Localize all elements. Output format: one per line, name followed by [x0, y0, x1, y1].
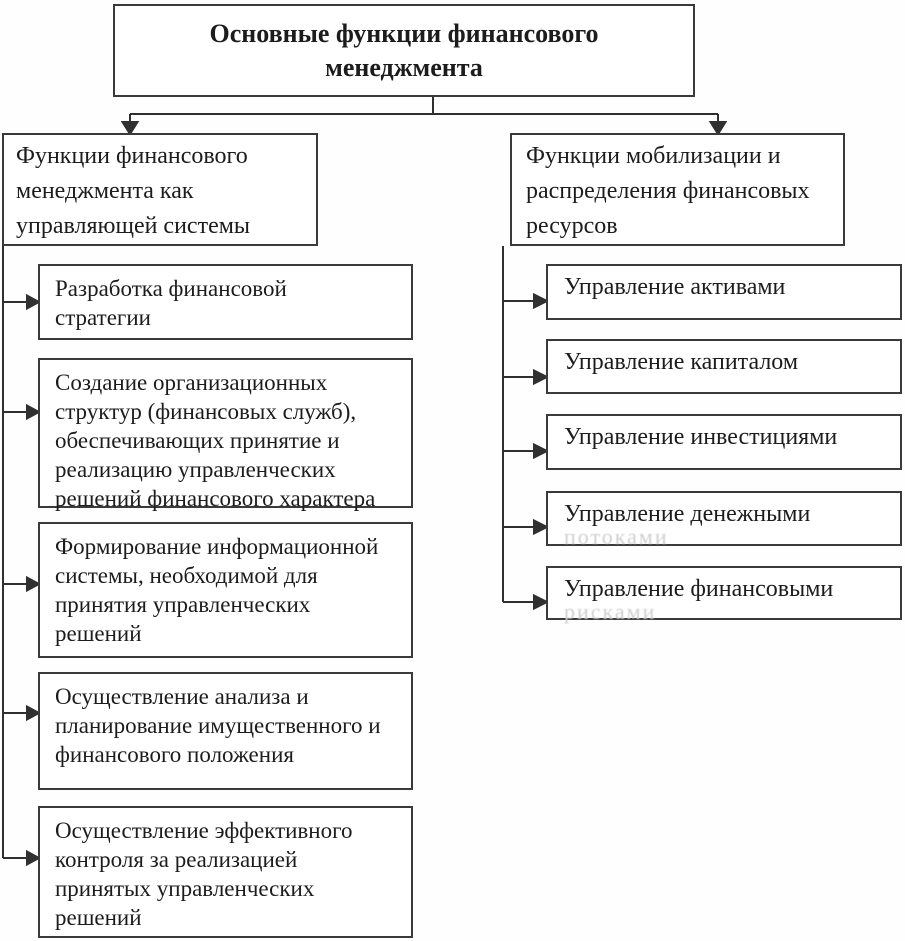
right-item-label-5: Управление финансовыми [564, 576, 834, 602]
left-item-label-2: Создание организационных структур (финансовых служб), обеспечивающих принятие и реализацию управленческих решений финансового характера [55, 370, 376, 511]
left-branch-header-label: Функции финансового менеджмента как управляющей системы [16, 143, 251, 239]
left-item-box-4 [38, 672, 413, 790]
right-item-box-4 [546, 491, 902, 549]
right-branch-header-box [510, 133, 845, 246]
right-item-faded-label-4: потоками [564, 524, 669, 549]
right-item-box-3 [546, 414, 902, 470]
right-item-label-3: Управление инвестициями [564, 424, 838, 450]
right-branch-header-label: Функции мобилизации и распределения финансовых ресурсов [526, 143, 810, 239]
right-item-label-4: Управление денежными [564, 501, 811, 527]
left-item-box-5 [38, 806, 413, 938]
right-item-box-5 [546, 566, 902, 624]
left-item-box-1 [38, 264, 413, 340]
left-item-box-2 [38, 358, 413, 511]
left-item-label-5: Осуществление эффективного контроля за реализацией принятых управленческих решений [55, 818, 353, 930]
left-item-label-1: Разработка финансовой стратегии [55, 276, 287, 330]
left-item-box-3 [38, 522, 413, 658]
diagram-title: Основные функции финансового менеджмента [209, 18, 599, 82]
left-item-label-3: Формирование информационной системы, необходимой для принятия управленческих решений [55, 534, 379, 646]
right-item-box-2 [546, 339, 902, 394]
right-item-label-2: Управление капиталом [564, 349, 799, 375]
right-item-faded-label-5: рисками [564, 599, 657, 624]
left-branch-header-box [2, 133, 318, 246]
right-item-box-1 [546, 264, 902, 320]
title-box [113, 4, 695, 97]
right-item-label-1: Управление активами [564, 274, 786, 300]
left-item-label-4: Осуществление анализа и планирование имущественного и финансового положения [55, 684, 381, 767]
